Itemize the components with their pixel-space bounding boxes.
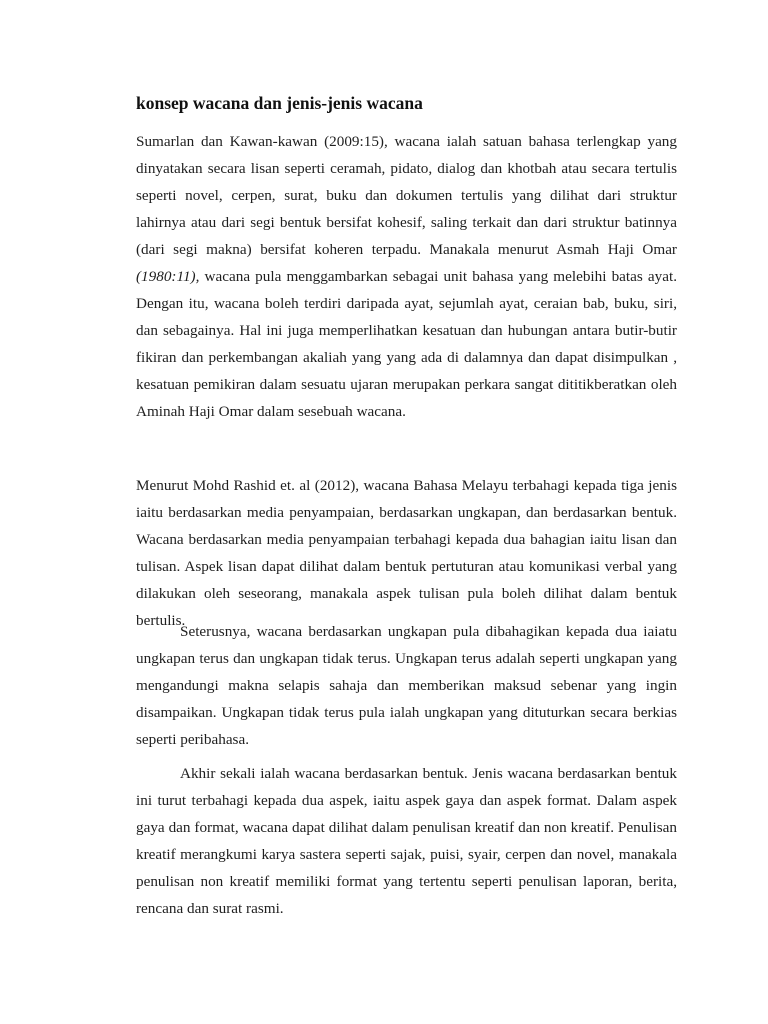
paragraph-2: Menurut Mohd Rashid et. al (2012), wacana Bahasa Melayu terbahagi kepada tiga jenis iaitu berdasarkan media penyampaian, berdasarkan ungkapan, dan berdasarkan bentuk. Wacana berdasarkan media penyampaian terbahagi kepada dua bahagian iaitu lisan dan tulisan. Aspek lisan dapat dilihat dalam bentuk pertuturan atau komunikasi verbal yang dilakukan oleh seseorang, manakala aspek tulisan pula boleh dilihat dalam bentuk bertulis. (136, 477, 677, 629)
document-heading: konsep wacana dan jenis-jenis wacana (136, 93, 423, 113)
paragraph-1-text-after: wacana pula menggambarkan sebagai unit bahasa yang melebihi batas ayat. Dengan itu, wacana boleh terdiri daripada ayat, sejumlah ayat, ceraian bab, buku, siri, dan sebagainya. Hal ini juga memperlihatkan kesatuan dan hubungan antara butir-butir fikiran dan perkembangan akaliah yang yang ada di dalamnya dan dapat disimpulkan , kesatuan pemikiran dalam sesuatu ujaran merupakan perkara sangat dititikberatkan oleh Aminah Haji Omar dalam sesebuah wacana. (136, 268, 677, 420)
paragraph-1 (136, 128, 677, 425)
paragraph-3: Seterusnya, wacana berdasarkan ungkapan pula dibahagikan kepada dua iaiatu ungkapan terus dan ungkapan tidak terus. Ungkapan terus adalah seperti ungkapan yang mengandungi makna selapis sahaja dan memberikan maksud sebenar yang ingin disampaikan. Ungkapan tidak terus pula ialah ungkapan yang dituturkan secara berkias seperti peribahasa. (136, 623, 677, 748)
paragraph-1-citation-italic: (1980:11), (136, 268, 200, 285)
paragraph-4: Akhir sekali ialah wacana berdasarkan bentuk. Jenis wacana berdasarkan bentuk ini turut terbahagi kepada dua aspek, iaitu aspek gaya dan aspek format. Dalam aspek gaya dan format, wacana dapat dilihat dalam penulisan kreatif dan non kreatif. Penulisan kreatif merangkumi karya sastera seperti sajak, puisi, syair, cerpen dan novel, manakala penulisan non kreatif memiliki format yang tertentu seperti penulisan laporan, berita, rencana dan surat rasmi. (136, 765, 677, 917)
paragraph-1-text-before: Sumarlan dan Kawan-kawan (2009:15), wacana ialah satuan bahasa terlengkap yang dinyatakan secara lisan seperti ceramah, pidato, dialog dan khotbah atau secara tertulis seperti novel, cerpen, surat, buku dan dokumen tertulis yang dilihat dari struktur lahirnya atau dari segi bentuk bersifat kohesif, saling terkait dan dari struktur batinnya (dari segi makna) bersifat koheren terpadu. Manakala menurut Asmah Haji Omar (136, 133, 677, 258)
